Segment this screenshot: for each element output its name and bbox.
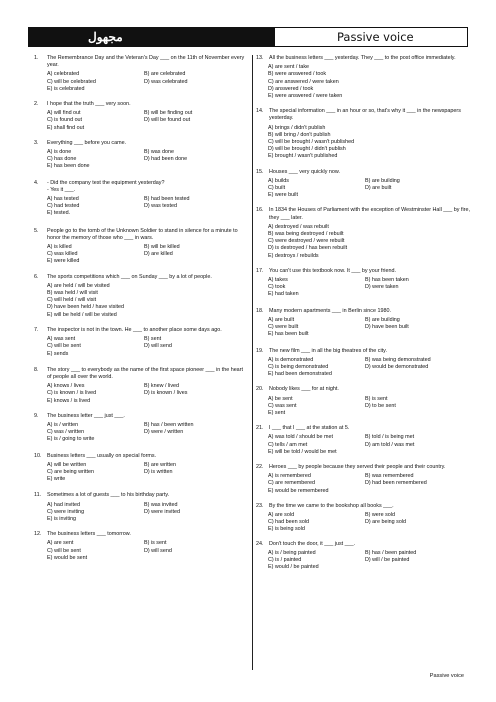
arabic-title: مجهول xyxy=(88,30,123,44)
answer-options xyxy=(268,473,470,495)
answer-option[interactable]: A) is / written xyxy=(47,421,79,428)
answer-option[interactable]: D) were / written xyxy=(144,429,184,436)
answer-option[interactable]: E) will be held / will be visited xyxy=(47,311,117,318)
question-number: 19. xyxy=(256,347,264,354)
answer-option[interactable]: E) were answered / were taken xyxy=(268,93,343,100)
question-number: 24. xyxy=(256,540,264,547)
question-number: 16. xyxy=(256,207,264,214)
question-stem xyxy=(256,207,470,221)
answer-option[interactable]: D) was tested xyxy=(144,203,177,210)
answer-option[interactable]: C) took xyxy=(268,284,286,291)
answer-options xyxy=(268,178,470,200)
answer-option[interactable]: E) sent xyxy=(268,409,286,416)
answer-options xyxy=(268,434,470,456)
question-text: The special information ___ in an hour or so, that's why it ___ in the newspapers yesterday. xyxy=(269,108,461,122)
answer-option[interactable]: D) will send xyxy=(144,343,172,350)
answer-options xyxy=(47,540,248,562)
question-item xyxy=(34,180,248,218)
answer-option[interactable]: D) am told / was met xyxy=(365,441,415,448)
answer-option[interactable]: A) knows / lives xyxy=(47,383,85,390)
answer-option[interactable]: A) celebrated xyxy=(47,71,80,78)
question-number: 11. xyxy=(34,492,42,499)
question-number: 5. xyxy=(34,227,39,234)
question-stem xyxy=(34,101,248,108)
answer-options xyxy=(268,317,470,339)
question-stem xyxy=(34,274,248,281)
question-stem xyxy=(256,169,470,176)
question-text: Business letters ___ usually on special forms. xyxy=(47,452,157,459)
answer-option[interactable]: E) brought / wasn't published xyxy=(268,153,338,160)
answer-option[interactable]: E) is celebrated xyxy=(47,85,85,92)
answer-option[interactable]: D) will send xyxy=(144,547,172,554)
answer-option[interactable]: E) tested. xyxy=(47,210,71,217)
answer-options xyxy=(47,336,248,358)
answer-option[interactable]: B) told / is being met xyxy=(365,434,415,441)
answer-option[interactable]: D) were taken xyxy=(365,284,399,291)
answer-option[interactable]: B) has been taken xyxy=(365,277,409,284)
answer-option[interactable]: B) are building xyxy=(365,177,400,184)
answer-option[interactable]: E) write xyxy=(47,476,66,483)
answer-options xyxy=(268,357,470,379)
answer-options xyxy=(47,502,248,524)
question-stem xyxy=(34,327,248,334)
answer-option[interactable]: B) sent xyxy=(144,336,162,343)
answer-options xyxy=(47,71,248,93)
question-item xyxy=(34,228,248,266)
answer-option[interactable]: A) is remembered xyxy=(268,473,311,480)
answer-option[interactable]: C) were inviting xyxy=(47,508,85,515)
answer-option[interactable]: B) was being destroyed / rebuilt xyxy=(268,231,344,238)
answer-option[interactable]: B) was being demonstrated xyxy=(365,356,431,363)
answer-option[interactable]: B) is sent xyxy=(365,395,388,402)
answer-option[interactable]: D) will be found out xyxy=(144,117,191,124)
answer-option[interactable]: B) is sent xyxy=(144,540,167,547)
answer-option[interactable]: B) were sold xyxy=(365,511,395,518)
question-text: The sports competitions which ___ on Sunday ___ by a lot of people. xyxy=(47,273,212,280)
question-item xyxy=(256,348,470,379)
answer-option[interactable]: C) is found out xyxy=(47,117,83,124)
answer-option[interactable]: D) are killed xyxy=(144,251,173,258)
question-item xyxy=(34,274,248,319)
answer-option[interactable]: C) is known / is lived xyxy=(47,390,97,397)
answer-option[interactable]: E) sends xyxy=(47,350,69,357)
answer-option[interactable]: B) has / been written xyxy=(144,421,194,428)
answer-options xyxy=(47,196,248,218)
answer-options xyxy=(268,224,470,260)
answer-option[interactable]: A) has tested xyxy=(47,196,79,203)
answer-option[interactable]: A) are built xyxy=(268,316,295,323)
answer-option[interactable]: B) was remembered xyxy=(365,473,414,480)
question-text: I ___ that I ___ at the station at 5. xyxy=(269,425,350,432)
answer-option[interactable]: C) were destroyed / were rebuilt xyxy=(268,238,345,245)
answer-option[interactable]: D) was celebrated xyxy=(144,78,188,85)
answer-options xyxy=(268,396,470,418)
answer-option[interactable]: E) shall find out xyxy=(47,124,85,131)
question-number: 8. xyxy=(34,366,39,373)
answer-option[interactable]: B) are written xyxy=(144,461,177,468)
question-number: 14. xyxy=(256,108,264,115)
answer-option[interactable]: A) are held / will be visited xyxy=(47,282,110,289)
question-item xyxy=(256,268,470,299)
answer-option[interactable]: D) will / be painted xyxy=(365,556,410,563)
answer-option[interactable]: B) was held / will visit xyxy=(47,290,98,297)
question-number: 17. xyxy=(256,267,264,274)
question-item xyxy=(34,367,248,405)
question-number: 20. xyxy=(256,386,264,393)
question-stem xyxy=(256,464,470,471)
answer-option[interactable]: E) knows / is lived xyxy=(47,397,91,404)
page-header xyxy=(28,27,466,47)
question-number: 7. xyxy=(34,326,39,333)
question-text: You can't use this textbook now. It ___ by your friend. xyxy=(269,267,396,274)
question-item xyxy=(34,492,248,523)
answer-option[interactable]: A) be sent xyxy=(268,395,293,402)
answer-option[interactable]: E) would be sent xyxy=(47,554,88,561)
answer-option[interactable]: C) will held / will visit xyxy=(47,297,97,304)
question-text: The story ___ to everybody as the name of the first space pioneer ___ in the heart of people all over the world. xyxy=(47,366,243,380)
answer-option[interactable]: C) will be sent xyxy=(47,547,81,554)
answer-option[interactable]: A) destroyed / was rebuilt xyxy=(268,223,329,230)
answer-option[interactable]: B) were answered / took xyxy=(268,71,327,78)
question-stem xyxy=(34,180,248,194)
answer-option[interactable]: C) are remembered xyxy=(268,480,316,487)
answer-options xyxy=(268,512,470,534)
answer-option[interactable]: C) has done xyxy=(47,156,77,163)
question-item xyxy=(256,108,470,160)
answer-option[interactable]: A) builds xyxy=(268,177,289,184)
question-text: I hope that the truth ___ very soon. xyxy=(47,101,131,108)
question-text: The inspector is not in the town. He ___ to another place some days ago. xyxy=(47,326,222,333)
answer-option[interactable]: E) is being sold xyxy=(268,526,305,533)
answer-option[interactable]: C) was / written xyxy=(47,429,85,436)
answer-options xyxy=(268,550,470,572)
answer-option[interactable]: D) had been remembered xyxy=(365,480,427,487)
question-number: 12. xyxy=(34,531,42,538)
question-number: 1. xyxy=(34,55,39,61)
answer-option[interactable]: E) has been done xyxy=(47,163,90,170)
answer-option[interactable]: B) has / been painted xyxy=(365,549,417,556)
question-item xyxy=(34,531,248,562)
answer-option[interactable]: D) is destroyed / has been rebuilt xyxy=(268,245,348,252)
question-number: 23. xyxy=(256,502,264,509)
question-number: 21. xyxy=(256,425,264,432)
answer-option[interactable]: B) will be finding out xyxy=(144,110,193,117)
question-stem xyxy=(256,55,470,62)
answer-option[interactable]: D) is written xyxy=(144,468,173,475)
question-text: - Did the company test the equipment yesterday? - Yes it ___. xyxy=(47,179,165,193)
question-stem xyxy=(34,413,248,420)
answer-option[interactable]: C) is being demonstrated xyxy=(268,363,329,370)
question-text: Heroes ___ by people because they served their people and their country. xyxy=(269,463,446,470)
answer-option[interactable]: A) brings / didn't publish xyxy=(268,124,326,131)
answer-options xyxy=(268,125,470,161)
answer-options xyxy=(47,110,248,132)
answer-option[interactable]: A) was sent xyxy=(47,336,76,343)
answer-option[interactable]: D) answered / took xyxy=(268,85,314,92)
answer-option[interactable]: C) was sent xyxy=(268,402,297,409)
question-number: 2. xyxy=(34,101,39,108)
question-stem xyxy=(256,386,470,393)
answer-option[interactable]: B) are celebrated xyxy=(144,71,186,78)
question-text: The Remembrance Day and the Veteran's Day ___ on the 11th of November every year. xyxy=(47,55,245,69)
answer-option[interactable]: C) built xyxy=(268,185,286,192)
answer-option[interactable]: E) were built xyxy=(268,192,298,199)
question-item xyxy=(34,327,248,358)
question-stem xyxy=(256,308,470,315)
answer-option[interactable]: D) is known / lives xyxy=(144,390,188,397)
question-text: The business letter ___ just ___. xyxy=(47,412,125,419)
answer-option[interactable]: A) is / being painted xyxy=(268,549,316,556)
question-text: Many modern apartments ___ in Berlin since 1980. xyxy=(269,307,391,314)
answer-options xyxy=(47,462,248,484)
answer-option[interactable]: B) was done xyxy=(144,149,174,156)
question-text: All the business letters ___ yesterday. They ___ to the post office immediately. xyxy=(269,55,456,61)
question-text: Nobody likes ___ for at night. xyxy=(269,386,339,393)
answer-option[interactable]: D) would be demonstrated xyxy=(365,363,429,370)
answer-option[interactable]: C) will be sent xyxy=(47,343,81,350)
question-text: The new film ___ in all the big theatres of the city. xyxy=(269,347,387,354)
answer-options xyxy=(47,422,248,444)
answer-option[interactable]: D) had been done xyxy=(144,156,188,163)
answer-option[interactable]: A) are sent / take xyxy=(268,64,310,71)
answer-option[interactable]: B) knew / lived xyxy=(144,383,180,390)
answer-option[interactable]: A) had invited xyxy=(47,501,80,508)
question-item xyxy=(256,386,470,417)
question-stem xyxy=(256,425,470,432)
answer-option[interactable]: C) are answered / were taken xyxy=(268,78,339,85)
question-text: People go to the tomb of the Unknown Soldier to stand in silence for a minute to honor the memory of those who ___ in wars. xyxy=(47,227,238,241)
question-stem xyxy=(34,531,248,538)
header-title-box xyxy=(274,27,468,47)
question-text: Don't touch the door, it ___ just ___. xyxy=(269,540,356,547)
answer-option[interactable]: D) are built xyxy=(365,185,392,192)
question-stem xyxy=(256,108,470,122)
question-item xyxy=(256,503,470,534)
answer-option[interactable]: E) had been demonstrated xyxy=(268,371,332,378)
left-column xyxy=(34,55,248,568)
question-stem xyxy=(256,503,470,510)
answer-option[interactable]: B) are building xyxy=(365,316,400,323)
answer-option[interactable]: D) to be sent xyxy=(365,402,396,409)
answer-option[interactable]: A) are sent xyxy=(47,540,74,547)
answer-options xyxy=(47,383,248,405)
question-number: 9. xyxy=(34,412,39,419)
question-text: The business letters ___ tomorrow. xyxy=(47,531,131,538)
question-stem xyxy=(256,541,470,548)
answer-option[interactable]: E) is inviting xyxy=(47,515,77,522)
answer-option[interactable]: E) destroys / rebuilds xyxy=(268,252,319,259)
answer-option[interactable]: A) will find out xyxy=(47,110,81,117)
answer-option[interactable]: E) were killed xyxy=(47,258,80,265)
answer-option[interactable]: E) would / be painted xyxy=(268,564,319,571)
answer-option[interactable]: D) have been held / have visited xyxy=(47,304,125,311)
question-item xyxy=(256,207,470,259)
page-title: Passive voice xyxy=(337,30,414,44)
answer-option[interactable]: B) will be killed xyxy=(144,244,180,251)
question-number: 22. xyxy=(256,463,264,470)
answer-option[interactable]: A) will be written xyxy=(47,461,87,468)
answer-option[interactable]: E) had taken xyxy=(268,291,299,298)
header-black-bar xyxy=(28,27,274,47)
answer-options xyxy=(47,244,248,266)
question-number: 13. xyxy=(256,55,264,61)
answer-option[interactable]: B) had been tested xyxy=(144,196,190,203)
answer-options xyxy=(268,277,470,299)
answer-option[interactable]: B) was invited xyxy=(144,501,178,508)
question-stem xyxy=(34,55,248,69)
question-item xyxy=(34,453,248,484)
footer-label: Passive voice xyxy=(429,673,464,679)
answer-options xyxy=(268,64,470,100)
question-stem xyxy=(34,453,248,460)
answer-option[interactable]: C) was killed xyxy=(47,251,78,258)
answer-option[interactable]: C) were built xyxy=(268,324,299,331)
answer-options xyxy=(47,149,248,171)
question-item xyxy=(256,308,470,339)
question-stem xyxy=(256,348,470,355)
question-item xyxy=(256,169,470,200)
answer-option[interactable]: A) takes xyxy=(268,277,288,284)
answer-option[interactable]: B) will bring / don't publish xyxy=(268,131,331,138)
answer-option[interactable]: A) is demonstrated xyxy=(268,356,314,363)
answer-option[interactable]: D) were invited xyxy=(144,508,180,515)
question-number: 18. xyxy=(256,307,264,314)
question-text: By the time we came to the bookshop all books ___. xyxy=(269,502,394,509)
column-divider xyxy=(252,55,253,670)
answer-option[interactable]: C) will be brought / wasn't published xyxy=(268,139,355,146)
question-item xyxy=(256,541,470,572)
answer-option[interactable]: D) are being sold xyxy=(365,519,407,526)
question-item xyxy=(34,140,248,171)
question-number: 3. xyxy=(34,139,39,146)
answer-option[interactable]: C) will be celebrated xyxy=(47,78,96,85)
question-number: 6. xyxy=(34,273,39,280)
answer-option[interactable]: E) has been built xyxy=(268,331,309,338)
answer-option[interactable]: C) had been sold xyxy=(268,519,310,526)
question-stem xyxy=(256,268,470,275)
answer-option[interactable]: C) had tested xyxy=(47,203,80,210)
question-item xyxy=(256,464,470,495)
question-stem xyxy=(34,492,248,499)
right-column xyxy=(256,55,470,577)
question-text: Houses ___ very quickly now. xyxy=(269,168,341,175)
question-stem xyxy=(34,367,248,381)
answer-option[interactable]: A) is killed xyxy=(47,244,72,251)
question-stem xyxy=(34,228,248,242)
answer-option[interactable]: C) are being written xyxy=(47,468,95,475)
question-item xyxy=(34,413,248,444)
answer-option[interactable]: E) is / going to write xyxy=(47,436,95,443)
question-text: In 1834 the Houses of Parliament with the exception of Westminster Hall ___ by fire, they ___ later. xyxy=(269,207,470,221)
question-number: 10. xyxy=(34,452,42,459)
question-item xyxy=(34,101,248,132)
answer-option[interactable]: E) would be remembered xyxy=(268,487,329,494)
question-number: 15. xyxy=(256,168,264,175)
answer-option[interactable]: A) is done xyxy=(47,149,72,156)
question-item xyxy=(256,55,470,100)
question-text: Sometimes a lot of guests ___ to his birthday party. xyxy=(47,492,170,499)
question-number: 4. xyxy=(34,179,39,186)
question-text: Everything ___ before you came. xyxy=(47,139,127,146)
answer-option[interactable]: D) will be brought / didn't publish xyxy=(268,146,346,153)
answer-option[interactable]: D) have been built xyxy=(365,324,409,331)
answer-options xyxy=(47,283,248,319)
answer-option[interactable]: A) was told / should be met xyxy=(268,434,334,441)
question-item xyxy=(34,55,248,93)
question-stem xyxy=(34,140,248,147)
answer-option[interactable]: E) will be told / would be met xyxy=(268,448,337,455)
answer-option[interactable]: C) is / painted xyxy=(268,556,302,563)
question-item xyxy=(256,425,470,456)
answer-option[interactable]: A) are sold xyxy=(268,511,295,518)
answer-option[interactable]: C) tells / am met xyxy=(268,441,308,448)
